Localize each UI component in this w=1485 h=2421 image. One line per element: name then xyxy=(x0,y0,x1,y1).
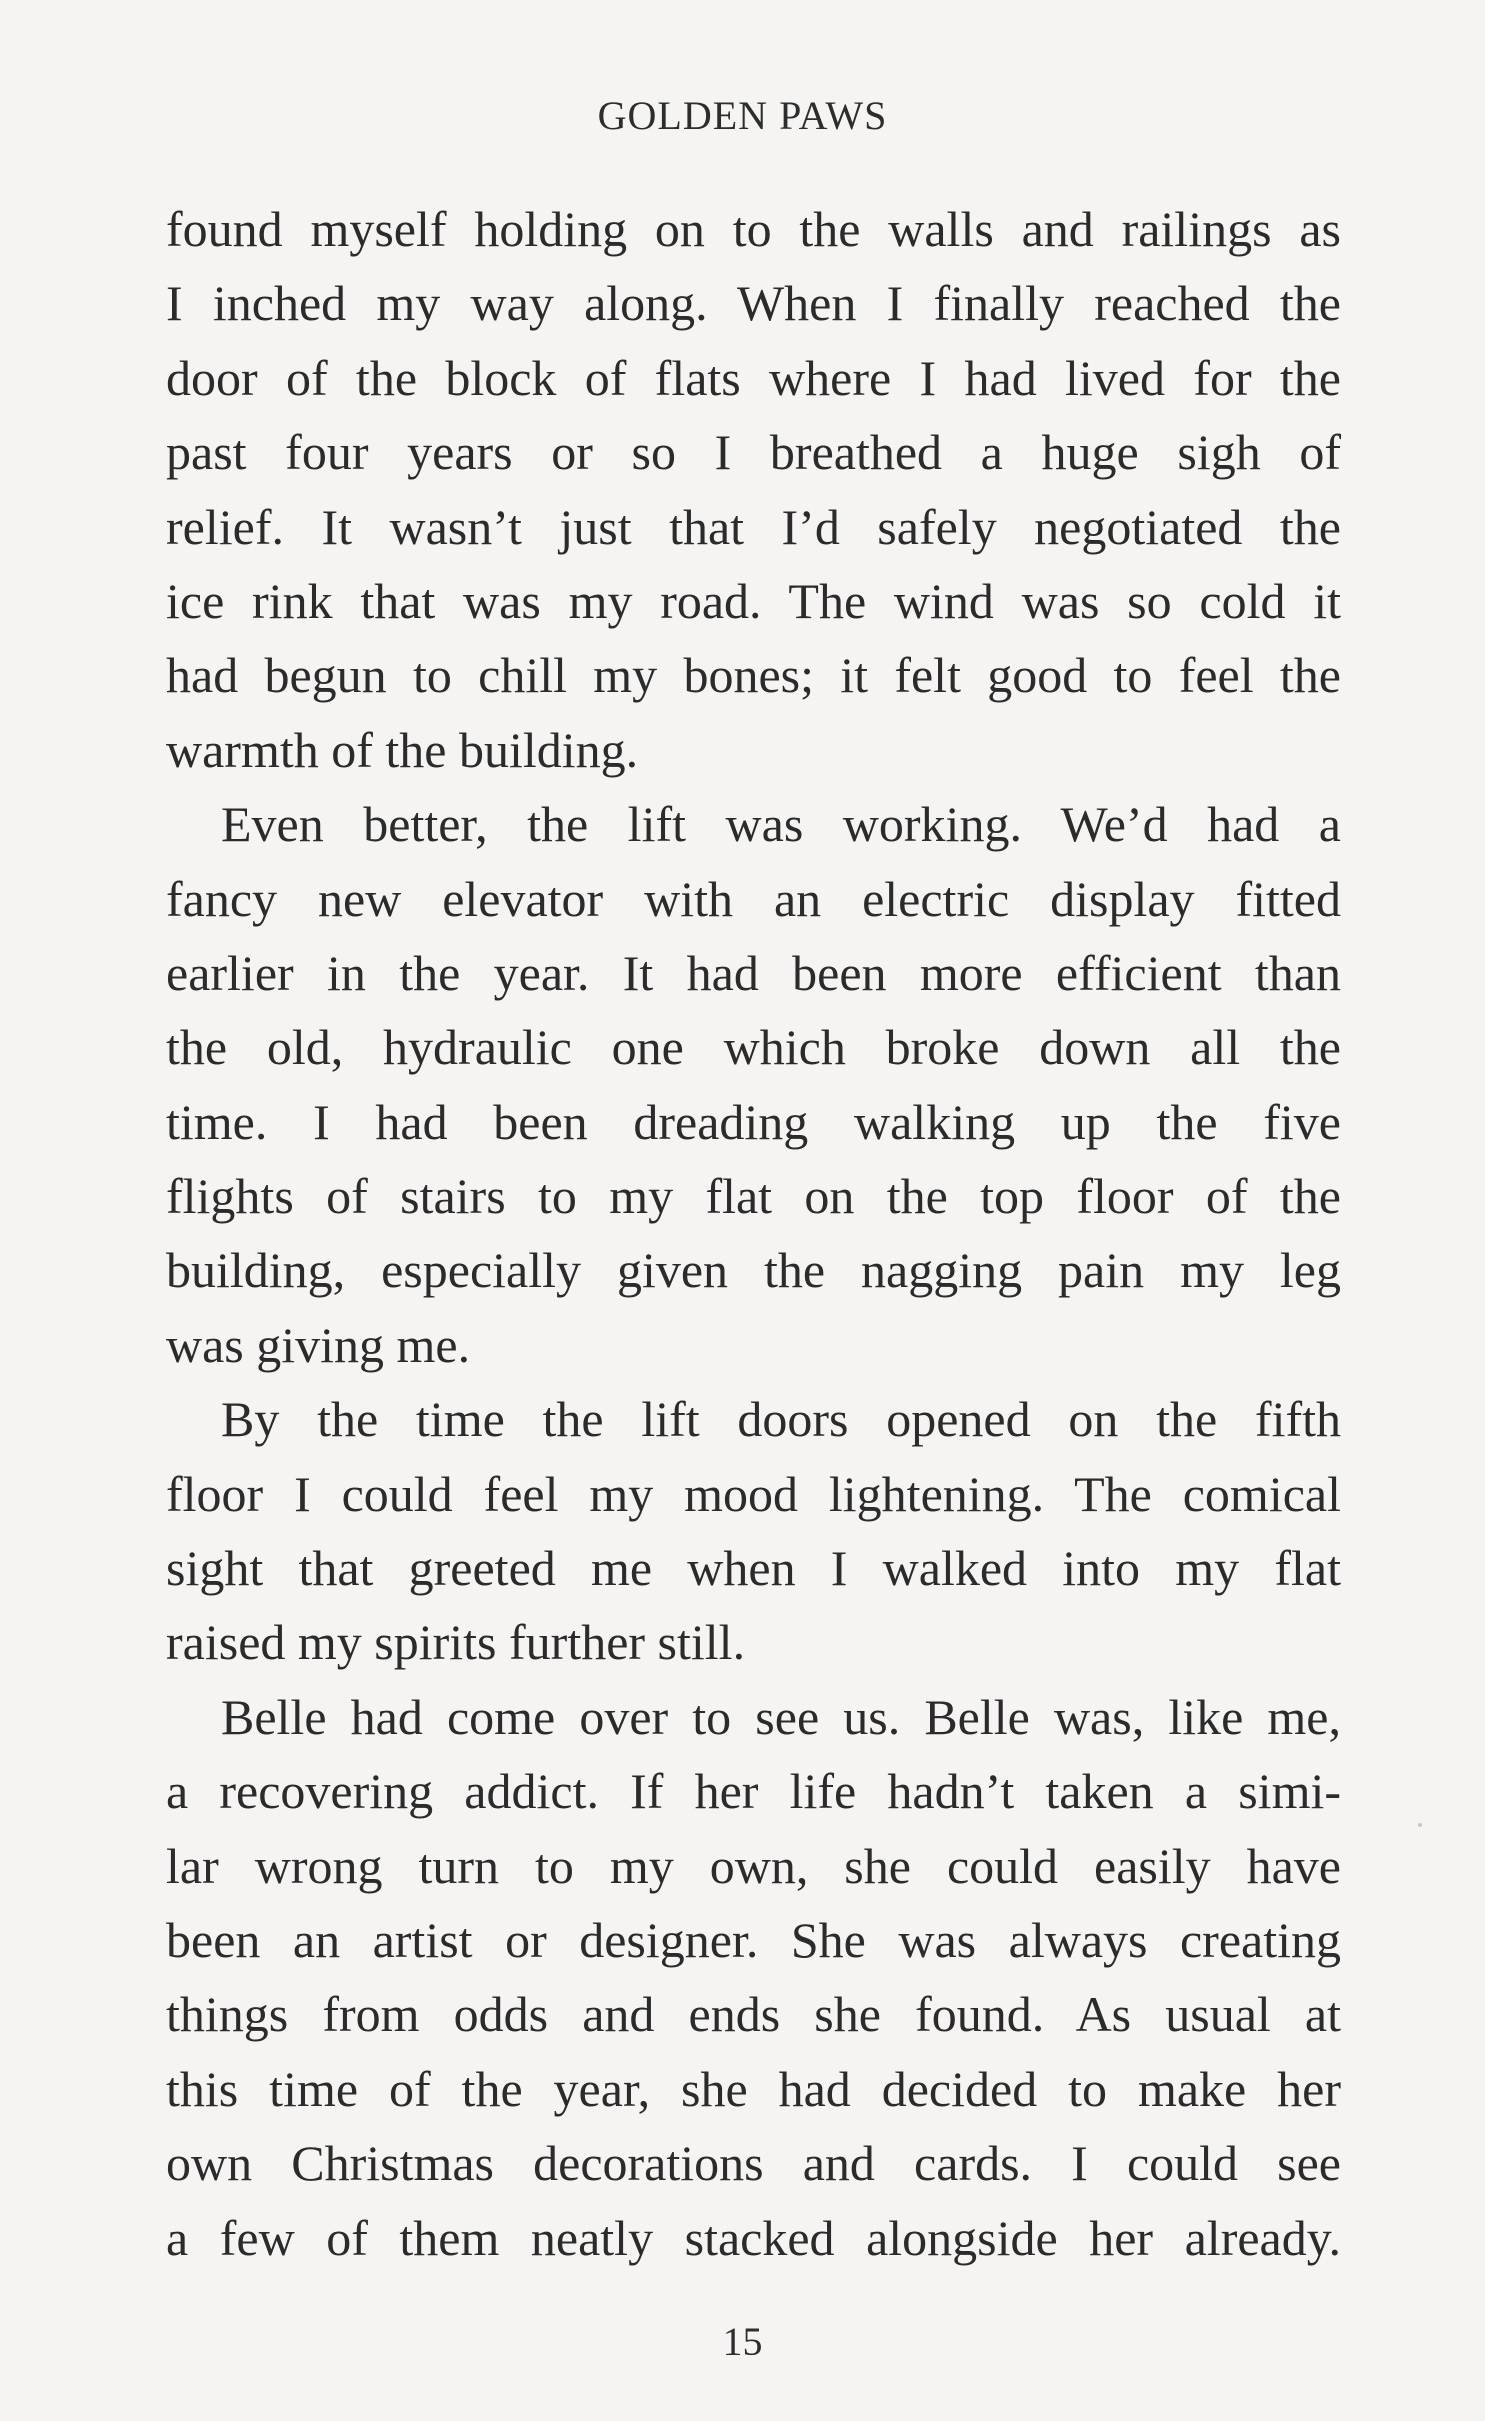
text-line: lar wrong turn to my own, she could easily have xyxy=(166,1837,1341,1894)
text-line: door of the block of flats where I had lived for the xyxy=(166,349,1341,406)
text-line: I inched my way along. When I finally reached the xyxy=(166,275,1341,332)
text-line: floor I could feel my mood lightening. The comical xyxy=(166,1465,1341,1522)
body-text xyxy=(166,192,1341,2275)
text-line: the old, hydraulic one which broke down all the xyxy=(166,1019,1341,1076)
text-line: sight that greeted me when I walked into my flat xyxy=(166,1540,1341,1597)
text-line: had begun to chill my bones; it felt good to feel the xyxy=(166,647,1341,704)
text-line: past four years or so I breathed a huge sigh of xyxy=(166,424,1341,481)
paragraph-first-line: By the time the lift doors opened on the fifth xyxy=(221,1391,1341,1448)
running-head: GOLDEN PAWS xyxy=(597,93,888,138)
text-line: been an artist or designer. She was always creating xyxy=(166,1911,1341,1968)
text-line: ice rink that was my road. The wind was so cold it xyxy=(166,572,1341,629)
page-number: 15 xyxy=(722,2319,763,2364)
text-line: a recovering addict. If her life hadn’t taken a simi- xyxy=(166,1763,1341,1820)
paper-speck xyxy=(1418,1823,1422,1827)
text-line: earlier in the year. It had been more efficient than xyxy=(166,944,1341,1001)
text-line: things from odds and ends she found. As usual at xyxy=(166,1986,1341,2043)
text-line: time. I had been dreading walking up the five xyxy=(166,1093,1341,1150)
text-line: found myself holding on to the walls and railings as xyxy=(166,201,1341,257)
paragraph-first-line: Belle had come over to see us. Belle was, like me, xyxy=(221,1688,1341,1745)
text-line: own Christmas decorations and cards. I could see xyxy=(166,2135,1341,2192)
text-line: warmth of the building. xyxy=(166,721,639,778)
text-line: flights of stairs to my flat on the top floor of the xyxy=(166,1168,1341,1225)
text-line: fancy new elevator with an electric display fitted xyxy=(166,870,1341,927)
text-line: this time of the year, she had decided to make her xyxy=(166,2060,1341,2117)
paragraph-first-line: Even better, the lift was working. We’d had a xyxy=(221,796,1341,853)
text-line: building, especially given the nagging pain my leg xyxy=(166,1242,1341,1299)
text-line: a few of them neatly stacked alongside her already. xyxy=(166,2209,1341,2266)
text-line: was giving me. xyxy=(166,1316,471,1373)
text-line: relief. It wasn’t just that I’d safely negotiated the xyxy=(166,498,1341,555)
text-line: raised my spirits further still. xyxy=(166,1614,746,1671)
